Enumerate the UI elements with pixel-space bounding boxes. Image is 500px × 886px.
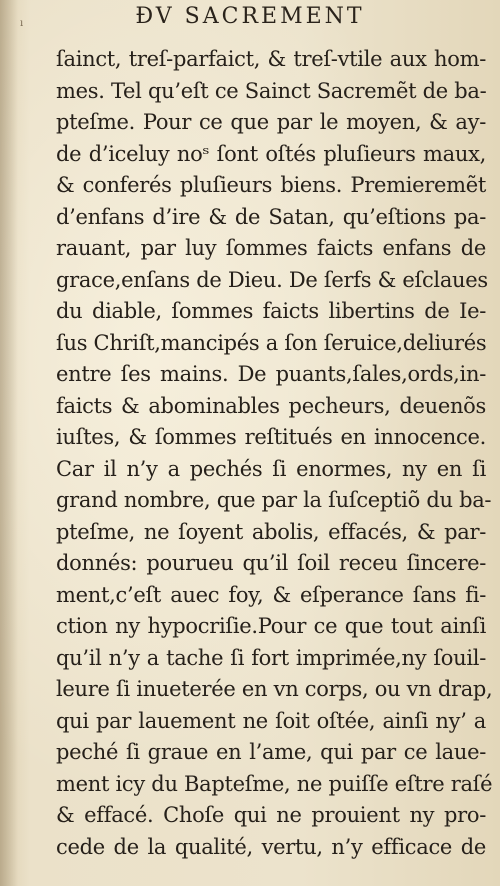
text-line: ment,c’eſt auec foy, & eſperance ſans fi- <box>56 582 486 607</box>
text-line: pteſme, ne ſoyent abolis, effacés, & par- <box>56 519 486 544</box>
text-line: rauant, par luy ſommes faicts enfans de <box>56 236 486 260</box>
text-line: Car il n’y a pechés ſi enormes, ny en ſi <box>56 456 486 481</box>
text-line: grand nombre, que par la ſuſceptiõ du ba- <box>56 488 492 512</box>
text-line: qui par lauement ne ſoit oſtée, ainſi ny’ a <box>56 708 486 733</box>
text-line: & conferés pluſieurs biens. Premieremẽt <box>56 173 486 197</box>
text-line: mes. Tel qu’eſt ce Sainct Sacremẽt de ba- <box>56 78 487 103</box>
text-line: leure ſi inueterée en vn corps, ou vn drap, <box>56 677 493 701</box>
text-line: qu’il n’y a tache ſi fort imprimée,ny ſouil- <box>56 645 486 670</box>
text-line: de d’iceluy noˢ ſont oſtés pluſieurs maux, <box>56 141 486 166</box>
text-line: du diable, ſommes faicts libertins de Ie- <box>56 299 486 323</box>
text-line: cede de la qualité, vertu, n’y efficace de <box>56 834 486 859</box>
page-mark: ı <box>20 18 24 29</box>
text-line: ſainct, treſ-parfaict, & treſ-vtile aux hom- <box>56 47 486 71</box>
text-line: faicts & abominables pecheurs, deuenõs <box>56 393 486 418</box>
text-line: peché ſi graue en l’ame, qui par ce laue- <box>56 740 486 764</box>
text-line: entre ſes mains. De puants,ſales,ords,in- <box>56 362 486 386</box>
text-line: pteſme. Pour ce que par le moyen, & ay- <box>56 110 486 134</box>
text-line: grace,enſans de Dieu. De ſerfs & eſclaues <box>56 267 488 292</box>
text-line: ment icy du Bapteſme, ne puiſſe eſtre raſé <box>56 771 493 796</box>
page-gutter-shadow <box>0 0 18 886</box>
text-line: ction ny hypocriſie.Pour ce que tout ainſi <box>56 614 486 638</box>
text-line: d’enfans d’ire & de Satan, qu’eſtions pa- <box>56 204 486 229</box>
body-text <box>56 44 493 863</box>
text-line: donnés: pourueu qu’il ſoil receu ſincere- <box>56 551 486 575</box>
running-head: ÐV SACREMENT <box>135 4 365 29</box>
text-line: & effacé. Choſe qui ne prouient ny pro- <box>56 803 486 827</box>
text-line: ſus Chriſt,mancipés a ſon ſeruice,deliurés <box>56 330 487 355</box>
text-line: iuſtes, & ſommes reſtitués en innocence. <box>56 425 486 449</box>
